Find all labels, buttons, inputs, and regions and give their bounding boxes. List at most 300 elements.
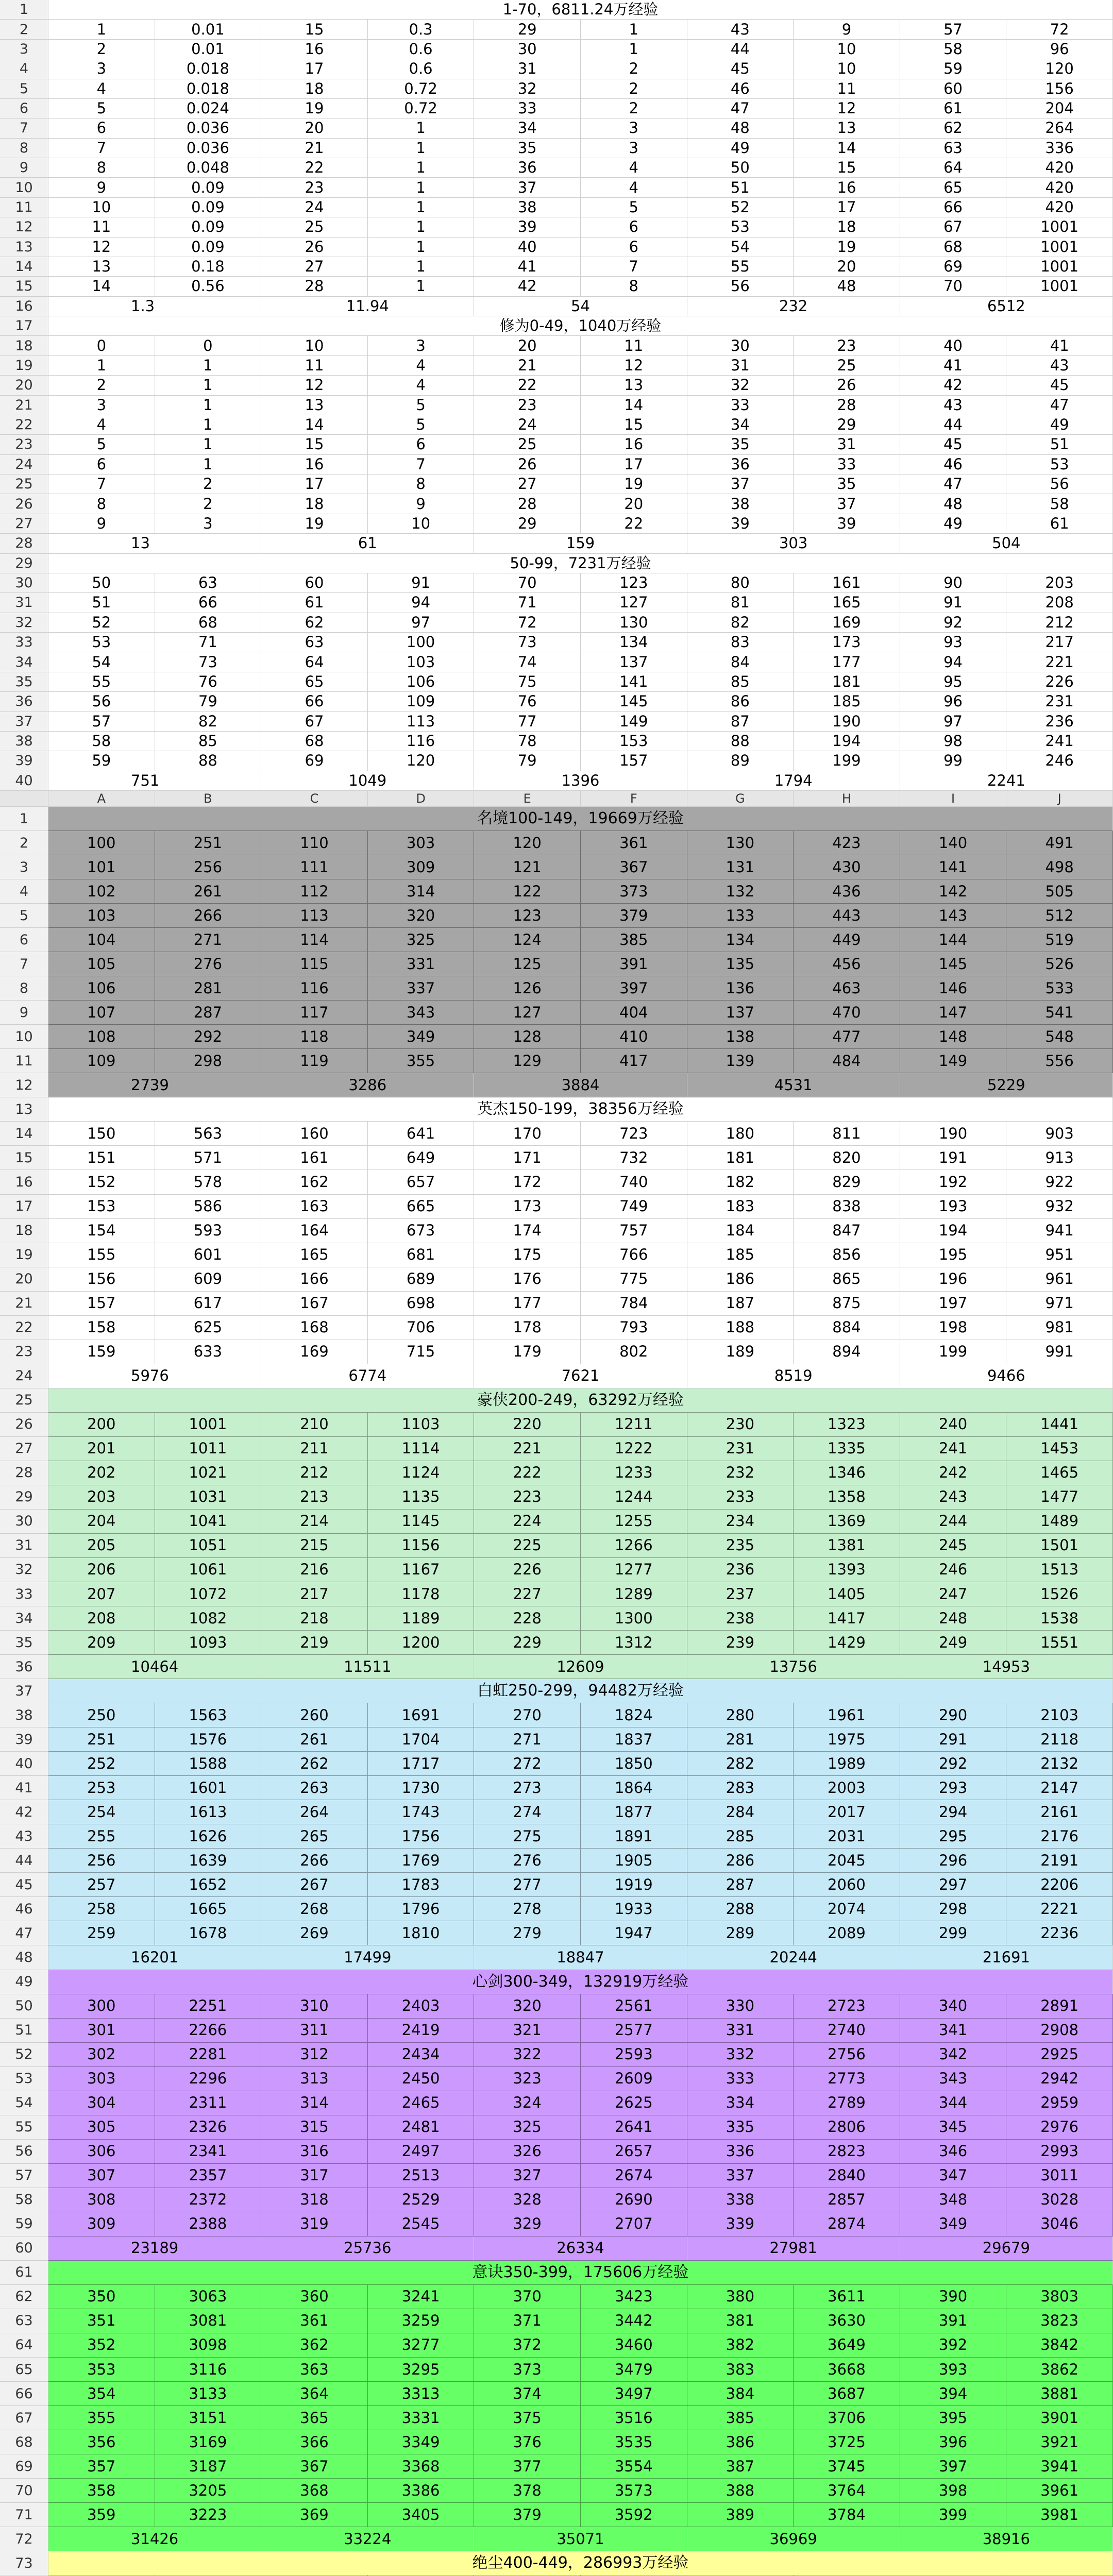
cell[interactable]: 61 bbox=[261, 593, 368, 613]
cell[interactable]: 13 bbox=[48, 257, 155, 277]
row-number[interactable]: 72 bbox=[0, 2527, 48, 2551]
row-number[interactable]: 23 bbox=[0, 1340, 48, 1364]
row-number[interactable]: 4 bbox=[0, 879, 48, 904]
cell[interactable]: 173 bbox=[474, 1195, 581, 1219]
cell[interactable]: 1211 bbox=[581, 1413, 687, 1437]
cell[interactable]: 100 bbox=[368, 633, 475, 652]
cell[interactable]: 190 bbox=[794, 712, 900, 732]
cell[interactable]: 1551 bbox=[1006, 1631, 1113, 1655]
cell[interactable]: 131 bbox=[687, 855, 794, 879]
cell[interactable]: 1796 bbox=[368, 1897, 475, 1921]
cell[interactable]: 37 bbox=[474, 178, 581, 197]
cell[interactable]: 470 bbox=[794, 1001, 900, 1025]
cell[interactable]: 283 bbox=[687, 1776, 794, 1800]
cell[interactable]: 593 bbox=[155, 1219, 262, 1243]
cell[interactable]: 315 bbox=[261, 2115, 368, 2140]
sum-cell[interactable]: 6512 bbox=[900, 297, 1113, 316]
cell[interactable]: 156 bbox=[48, 1267, 155, 1292]
cell[interactable]: 20 bbox=[794, 257, 900, 277]
cell[interactable]: 55 bbox=[48, 672, 155, 692]
cell[interactable]: 279 bbox=[474, 1921, 581, 1945]
cell[interactable]: 268 bbox=[261, 1897, 368, 1921]
cell[interactable]: 104 bbox=[48, 928, 155, 952]
cell[interactable]: 2 bbox=[48, 376, 155, 395]
cell[interactable]: 88 bbox=[687, 732, 794, 751]
cell[interactable]: 2 bbox=[48, 40, 155, 59]
cell[interactable]: 230 bbox=[687, 1413, 794, 1437]
cell[interactable]: 1358 bbox=[794, 1485, 900, 1510]
cell[interactable]: 35 bbox=[474, 139, 581, 158]
cell[interactable]: 2840 bbox=[794, 2164, 900, 2188]
cell[interactable]: 302 bbox=[48, 2043, 155, 2067]
row-number[interactable]: 34 bbox=[0, 1606, 48, 1631]
cell[interactable]: 477 bbox=[794, 1025, 900, 1049]
cell[interactable]: 17 bbox=[794, 198, 900, 217]
cell[interactable]: 153 bbox=[48, 1195, 155, 1219]
cell[interactable]: 0.036 bbox=[155, 139, 262, 158]
cell[interactable]: 749 bbox=[581, 1195, 687, 1219]
cell[interactable]: 29 bbox=[794, 415, 900, 435]
cell[interactable]: 47 bbox=[900, 474, 1007, 494]
cell[interactable]: 112 bbox=[261, 879, 368, 904]
row-number[interactable]: 52 bbox=[0, 2043, 48, 2067]
cell[interactable]: 304 bbox=[48, 2091, 155, 2115]
cell[interactable]: 1 bbox=[155, 435, 262, 454]
cell[interactable]: 242 bbox=[900, 1461, 1007, 1485]
cell[interactable]: 1 bbox=[48, 20, 155, 39]
cell[interactable]: 657 bbox=[368, 1170, 475, 1194]
cell[interactable]: 321 bbox=[474, 2019, 581, 2043]
cell[interactable]: 55 bbox=[687, 257, 794, 277]
cell[interactable]: 2942 bbox=[1006, 2067, 1113, 2091]
cell[interactable]: 142 bbox=[900, 879, 1007, 904]
cell[interactable]: 267 bbox=[261, 1873, 368, 1897]
cell[interactable]: 364 bbox=[261, 2382, 368, 2406]
cell[interactable]: 3497 bbox=[581, 2382, 687, 2406]
cell[interactable]: 981 bbox=[1006, 1316, 1113, 1340]
cell[interactable]: 0.6 bbox=[368, 40, 475, 59]
cell[interactable]: 2857 bbox=[794, 2188, 900, 2212]
cell[interactable]: 271 bbox=[155, 928, 262, 952]
cell[interactable]: 757 bbox=[581, 1219, 687, 1243]
row-number[interactable]: 51 bbox=[0, 2019, 48, 2043]
cell[interactable]: 276 bbox=[474, 1849, 581, 1873]
cell[interactable]: 1093 bbox=[155, 1631, 262, 1655]
cell[interactable]: 2674 bbox=[581, 2164, 687, 2188]
row-number[interactable]: 3 bbox=[0, 40, 48, 59]
cell[interactable]: 633 bbox=[155, 1340, 262, 1364]
cell[interactable]: 116 bbox=[368, 732, 475, 751]
cell[interactable]: 0 bbox=[48, 336, 155, 355]
sum-cell[interactable]: 10464 bbox=[48, 1655, 261, 1679]
cell[interactable]: 233 bbox=[687, 1485, 794, 1510]
cell[interactable]: 23 bbox=[794, 336, 900, 355]
row-number[interactable]: 14 bbox=[0, 257, 48, 277]
cell[interactable]: 0 bbox=[155, 336, 262, 355]
cell[interactable]: 1082 bbox=[155, 1606, 262, 1631]
row-number[interactable]: 1 bbox=[0, 807, 48, 831]
cell[interactable]: 80 bbox=[687, 573, 794, 593]
cell[interactable]: 1691 bbox=[368, 1703, 475, 1727]
cell[interactable]: 16 bbox=[794, 178, 900, 197]
cell[interactable]: 22 bbox=[261, 158, 368, 178]
cell[interactable]: 1001 bbox=[1006, 257, 1113, 277]
cell[interactable]: 1 bbox=[368, 178, 475, 197]
cell[interactable]: 27 bbox=[261, 257, 368, 277]
cell[interactable]: 58 bbox=[48, 732, 155, 751]
column-header[interactable]: J bbox=[1006, 791, 1113, 807]
cell[interactable]: 352 bbox=[48, 2333, 155, 2358]
cell[interactable]: 241 bbox=[900, 1437, 1007, 1461]
cell[interactable]: 3349 bbox=[368, 2430, 475, 2454]
cell[interactable]: 0.3 bbox=[368, 20, 475, 39]
cell[interactable]: 115 bbox=[261, 952, 368, 976]
cell[interactable]: 69 bbox=[261, 751, 368, 771]
cell[interactable]: 192 bbox=[900, 1170, 1007, 1194]
cell[interactable]: 20 bbox=[581, 494, 687, 514]
cell[interactable]: 179 bbox=[474, 1340, 581, 1364]
cell[interactable]: 336 bbox=[687, 2140, 794, 2164]
cell[interactable]: 2132 bbox=[1006, 1752, 1113, 1776]
cell[interactable]: 27 bbox=[474, 474, 581, 494]
cell[interactable]: 1156 bbox=[368, 1534, 475, 1558]
cell[interactable]: 252 bbox=[48, 1752, 155, 1776]
cell[interactable]: 491 bbox=[1006, 831, 1113, 855]
cell[interactable]: 3460 bbox=[581, 2333, 687, 2358]
cell[interactable]: 185 bbox=[687, 1243, 794, 1267]
cell[interactable]: 2 bbox=[581, 99, 687, 118]
cell[interactable]: 140 bbox=[900, 831, 1007, 855]
cell[interactable]: 53 bbox=[1006, 455, 1113, 474]
cell[interactable]: 294 bbox=[900, 1800, 1007, 1824]
cell[interactable]: 1563 bbox=[155, 1703, 262, 1727]
cell[interactable]: 17 bbox=[261, 474, 368, 494]
cell[interactable]: 165 bbox=[794, 593, 900, 613]
cell[interactable]: 347 bbox=[900, 2164, 1007, 2188]
cell[interactable]: 111 bbox=[261, 855, 368, 879]
row-number[interactable]: 10 bbox=[0, 178, 48, 197]
cell[interactable]: 1576 bbox=[155, 1727, 262, 1752]
cell[interactable]: 337 bbox=[687, 2164, 794, 2188]
row-number[interactable]: 5 bbox=[0, 904, 48, 928]
sum-cell[interactable]: 16201 bbox=[48, 1945, 261, 1970]
cell[interactable]: 0.09 bbox=[155, 198, 262, 217]
cell[interactable]: 3028 bbox=[1006, 2188, 1113, 2212]
cell[interactable]: 328 bbox=[474, 2188, 581, 2212]
cell[interactable]: 11 bbox=[794, 79, 900, 99]
sum-cell[interactable]: 9466 bbox=[900, 1364, 1113, 1388]
sum-cell[interactable]: 159 bbox=[474, 534, 687, 553]
cell[interactable]: 430 bbox=[794, 855, 900, 879]
row-number[interactable]: 8 bbox=[0, 976, 48, 1001]
cell[interactable]: 1124 bbox=[368, 1461, 475, 1485]
cell[interactable]: 177 bbox=[474, 1292, 581, 1316]
cell[interactable]: 149 bbox=[581, 712, 687, 732]
cell[interactable]: 339 bbox=[687, 2212, 794, 2236]
cell[interactable]: 256 bbox=[155, 855, 262, 879]
cell[interactable]: 14 bbox=[794, 139, 900, 158]
cell[interactable]: 206 bbox=[48, 1558, 155, 1582]
row-number[interactable]: 28 bbox=[0, 534, 48, 553]
cell[interactable]: 303 bbox=[368, 831, 475, 855]
cell[interactable]: 3516 bbox=[581, 2406, 687, 2430]
cell[interactable]: 181 bbox=[794, 672, 900, 692]
cell[interactable]: 46 bbox=[687, 79, 794, 99]
cell[interactable]: 163 bbox=[261, 1195, 368, 1219]
cell[interactable]: 41 bbox=[900, 356, 1007, 376]
cell[interactable]: 1061 bbox=[155, 1558, 262, 1582]
cell[interactable]: 1277 bbox=[581, 1558, 687, 1582]
cell[interactable]: 343 bbox=[368, 1001, 475, 1025]
cell[interactable]: 3535 bbox=[581, 2430, 687, 2454]
row-number[interactable]: 58 bbox=[0, 2188, 48, 2212]
row-number[interactable]: 33 bbox=[0, 633, 48, 652]
cell[interactable]: 319 bbox=[261, 2212, 368, 2236]
cell[interactable]: 103 bbox=[368, 652, 475, 672]
cell[interactable]: 227 bbox=[474, 1582, 581, 1606]
cell[interactable]: 10 bbox=[48, 198, 155, 217]
cell[interactable]: 129 bbox=[474, 1049, 581, 1073]
cell[interactable]: 0.01 bbox=[155, 20, 262, 39]
cell[interactable]: 1639 bbox=[155, 1849, 262, 1873]
cell[interactable]: 2481 bbox=[368, 2115, 475, 2140]
row-number[interactable]: 50 bbox=[0, 1994, 48, 2019]
cell[interactable]: 182 bbox=[687, 1170, 794, 1194]
cell[interactable]: 346 bbox=[900, 2140, 1007, 2164]
row-number[interactable]: 70 bbox=[0, 2479, 48, 2503]
cell[interactable]: 121 bbox=[474, 855, 581, 879]
cell[interactable]: 740 bbox=[581, 1170, 687, 1194]
cell[interactable]: 2723 bbox=[794, 1994, 900, 2019]
cell[interactable]: 289 bbox=[687, 1921, 794, 1945]
cell[interactable]: 314 bbox=[261, 2091, 368, 2115]
cell[interactable]: 323 bbox=[474, 2067, 581, 2091]
sum-cell[interactable]: 12609 bbox=[474, 1655, 687, 1679]
cell[interactable]: 313 bbox=[261, 2067, 368, 2091]
sum-cell[interactable]: 5229 bbox=[900, 1073, 1113, 1097]
cell[interactable]: 260 bbox=[261, 1703, 368, 1727]
cell[interactable]: 3295 bbox=[368, 2358, 475, 2382]
cell[interactable]: 181 bbox=[687, 1146, 794, 1170]
cell[interactable]: 263 bbox=[261, 1776, 368, 1800]
cell[interactable]: 288 bbox=[687, 1897, 794, 1921]
cell[interactable]: 1933 bbox=[581, 1897, 687, 1921]
row-number[interactable]: 31 bbox=[0, 1534, 48, 1558]
sum-cell[interactable]: 26334 bbox=[474, 2236, 687, 2261]
row-number[interactable]: 68 bbox=[0, 2430, 48, 2454]
cell[interactable]: 548 bbox=[1006, 1025, 1113, 1049]
row-number[interactable]: 27 bbox=[0, 1437, 48, 1461]
cell[interactable]: 10 bbox=[794, 40, 900, 59]
cell[interactable]: 344 bbox=[900, 2091, 1007, 2115]
cell[interactable]: 387 bbox=[687, 2454, 794, 2479]
cell[interactable]: 350 bbox=[48, 2285, 155, 2309]
row-number[interactable]: 35 bbox=[0, 672, 48, 692]
row-number[interactable]: 24 bbox=[0, 1364, 48, 1388]
cell[interactable]: 922 bbox=[1006, 1170, 1113, 1194]
cell[interactable]: 199 bbox=[794, 751, 900, 771]
sum-cell[interactable]: 54 bbox=[474, 297, 687, 316]
cell[interactable]: 108 bbox=[48, 1025, 155, 1049]
cell[interactable]: 169 bbox=[794, 613, 900, 633]
cell[interactable]: 73 bbox=[474, 633, 581, 652]
row-number[interactable]: 2 bbox=[0, 20, 48, 39]
section-title-cell[interactable]: 白虹250-299，94482万经验 bbox=[48, 1679, 1113, 1703]
cell[interactable]: 420 bbox=[1006, 158, 1113, 178]
cell[interactable]: 10 bbox=[794, 59, 900, 79]
row-number[interactable]: 73 bbox=[0, 2551, 48, 2575]
cell[interactable]: 2959 bbox=[1006, 2091, 1113, 2115]
sum-cell[interactable]: 13756 bbox=[687, 1655, 900, 1679]
cell[interactable]: 3098 bbox=[155, 2333, 262, 2358]
cell[interactable]: 1824 bbox=[581, 1703, 687, 1727]
cell[interactable]: 177 bbox=[794, 652, 900, 672]
cell[interactable]: 1346 bbox=[794, 1461, 900, 1485]
cell[interactable]: 166 bbox=[261, 1267, 368, 1292]
column-header[interactable]: I bbox=[900, 791, 1007, 807]
cell[interactable]: 64 bbox=[900, 158, 1007, 178]
cell[interactable]: 10 bbox=[261, 336, 368, 355]
cell[interactable]: 3423 bbox=[581, 2285, 687, 2309]
cell[interactable]: 2147 bbox=[1006, 1776, 1113, 1800]
cell[interactable]: 2773 bbox=[794, 2067, 900, 2091]
cell[interactable]: 355 bbox=[368, 1049, 475, 1073]
cell[interactable]: 222 bbox=[474, 1461, 581, 1485]
cell[interactable]: 324 bbox=[474, 2091, 581, 2115]
cell[interactable]: 3611 bbox=[794, 2285, 900, 2309]
cell[interactable]: 28 bbox=[794, 396, 900, 415]
cell[interactable]: 3862 bbox=[1006, 2358, 1113, 2382]
row-number[interactable]: 60 bbox=[0, 2236, 48, 2261]
cell[interactable]: 76 bbox=[474, 692, 581, 711]
cell[interactable]: 225 bbox=[474, 1534, 581, 1558]
cell[interactable]: 281 bbox=[155, 976, 262, 1001]
cell[interactable]: 3981 bbox=[1006, 2503, 1113, 2527]
cell[interactable]: 3961 bbox=[1006, 2479, 1113, 2503]
cell[interactable]: 15 bbox=[581, 415, 687, 435]
row-number[interactable]: 29 bbox=[0, 1485, 48, 1510]
sum-cell[interactable]: 13 bbox=[48, 534, 261, 553]
cell[interactable]: 367 bbox=[581, 855, 687, 879]
cell[interactable]: 0.72 bbox=[368, 79, 475, 99]
cell[interactable]: 2206 bbox=[1006, 1873, 1113, 1897]
sum-cell[interactable]: 1396 bbox=[474, 771, 687, 791]
cell[interactable]: 266 bbox=[261, 1849, 368, 1873]
cell[interactable]: 97 bbox=[900, 712, 1007, 732]
cell[interactable]: 2236 bbox=[1006, 1921, 1113, 1945]
row-number[interactable]: 45 bbox=[0, 1873, 48, 1897]
cell[interactable]: 69 bbox=[900, 257, 1007, 277]
cell[interactable]: 18 bbox=[261, 494, 368, 514]
cell[interactable]: 13 bbox=[581, 376, 687, 395]
select-all-corner[interactable] bbox=[0, 791, 48, 807]
cell[interactable]: 71 bbox=[155, 633, 262, 652]
cell[interactable]: 19 bbox=[261, 514, 368, 534]
cell[interactable]: 172 bbox=[474, 1170, 581, 1194]
cell[interactable]: 443 bbox=[794, 904, 900, 928]
cell[interactable]: 3313 bbox=[368, 2382, 475, 2406]
cell[interactable]: 384 bbox=[687, 2382, 794, 2406]
cell[interactable]: 70 bbox=[900, 277, 1007, 296]
cell[interactable]: 4 bbox=[368, 376, 475, 395]
cell[interactable]: 343 bbox=[900, 2067, 1007, 2091]
sum-cell[interactable]: 751 bbox=[48, 771, 261, 791]
cell[interactable]: 97 bbox=[368, 613, 475, 633]
sum-cell[interactable]: 6774 bbox=[261, 1364, 474, 1388]
cell[interactable]: 649 bbox=[368, 1146, 475, 1170]
cell[interactable]: 14 bbox=[48, 277, 155, 296]
cell[interactable]: 2497 bbox=[368, 2140, 475, 2164]
cell[interactable]: 3803 bbox=[1006, 2285, 1113, 2309]
cell[interactable]: 85 bbox=[155, 732, 262, 751]
cell[interactable]: 173 bbox=[794, 633, 900, 652]
cell[interactable]: 164 bbox=[261, 1219, 368, 1243]
cell[interactable]: 377 bbox=[474, 2454, 581, 2479]
cell[interactable]: 9 bbox=[368, 494, 475, 514]
row-number[interactable]: 55 bbox=[0, 2115, 48, 2140]
cell[interactable]: 168 bbox=[261, 1316, 368, 1340]
cell[interactable]: 5 bbox=[368, 415, 475, 435]
cell[interactable]: 1021 bbox=[155, 1461, 262, 1485]
cell[interactable]: 1300 bbox=[581, 1606, 687, 1631]
row-number[interactable]: 40 bbox=[0, 1752, 48, 1776]
row-number[interactable]: 36 bbox=[0, 1655, 48, 1679]
cell[interactable]: 89 bbox=[687, 751, 794, 771]
cell[interactable]: 3133 bbox=[155, 2382, 262, 2406]
cell[interactable]: 1665 bbox=[155, 1897, 262, 1921]
cell[interactable]: 586 bbox=[155, 1195, 262, 1219]
cell[interactable]: 58 bbox=[1006, 494, 1113, 514]
cell[interactable]: 2789 bbox=[794, 2091, 900, 2115]
sum-cell[interactable]: 21691 bbox=[900, 1945, 1113, 1970]
cell[interactable]: 266 bbox=[155, 904, 262, 928]
cell[interactable]: 72 bbox=[1006, 20, 1113, 39]
cell[interactable]: 3 bbox=[48, 396, 155, 415]
cell[interactable]: 28 bbox=[474, 494, 581, 514]
cell[interactable]: 183 bbox=[687, 1195, 794, 1219]
cell[interactable]: 1717 bbox=[368, 1752, 475, 1776]
cell[interactable]: 0.09 bbox=[155, 238, 262, 257]
cell[interactable]: 1837 bbox=[581, 1727, 687, 1752]
cell[interactable]: 20 bbox=[261, 118, 368, 138]
cell[interactable]: 56 bbox=[48, 692, 155, 711]
cell[interactable]: 394 bbox=[900, 2382, 1007, 2406]
cell[interactable]: 2 bbox=[581, 79, 687, 99]
cell[interactable]: 3592 bbox=[581, 2503, 687, 2527]
sum-cell[interactable]: 35071 bbox=[474, 2527, 687, 2551]
cell[interactable]: 3554 bbox=[581, 2454, 687, 2479]
cell[interactable]: 1266 bbox=[581, 1534, 687, 1558]
cell[interactable]: 171 bbox=[474, 1146, 581, 1170]
cell[interactable]: 114 bbox=[261, 928, 368, 952]
cell[interactable]: 201 bbox=[48, 1437, 155, 1461]
cell[interactable]: 1678 bbox=[155, 1921, 262, 1945]
cell[interactable]: 174 bbox=[474, 1219, 581, 1243]
cell[interactable]: 351 bbox=[48, 2309, 155, 2333]
cell[interactable]: 1769 bbox=[368, 1849, 475, 1873]
sum-cell[interactable]: 504 bbox=[900, 534, 1113, 553]
cell[interactable]: 399 bbox=[900, 2503, 1007, 2527]
column-header[interactable]: A bbox=[48, 791, 155, 807]
cell[interactable]: 101 bbox=[48, 855, 155, 879]
cell[interactable]: 385 bbox=[581, 928, 687, 952]
cell[interactable]: 280 bbox=[687, 1703, 794, 1727]
cell[interactable]: 6 bbox=[48, 455, 155, 474]
cell[interactable]: 2657 bbox=[581, 2140, 687, 2164]
cell[interactable]: 349 bbox=[900, 2212, 1007, 2236]
sum-cell[interactable]: 1049 bbox=[261, 771, 474, 791]
cell[interactable]: 941 bbox=[1006, 1219, 1113, 1243]
